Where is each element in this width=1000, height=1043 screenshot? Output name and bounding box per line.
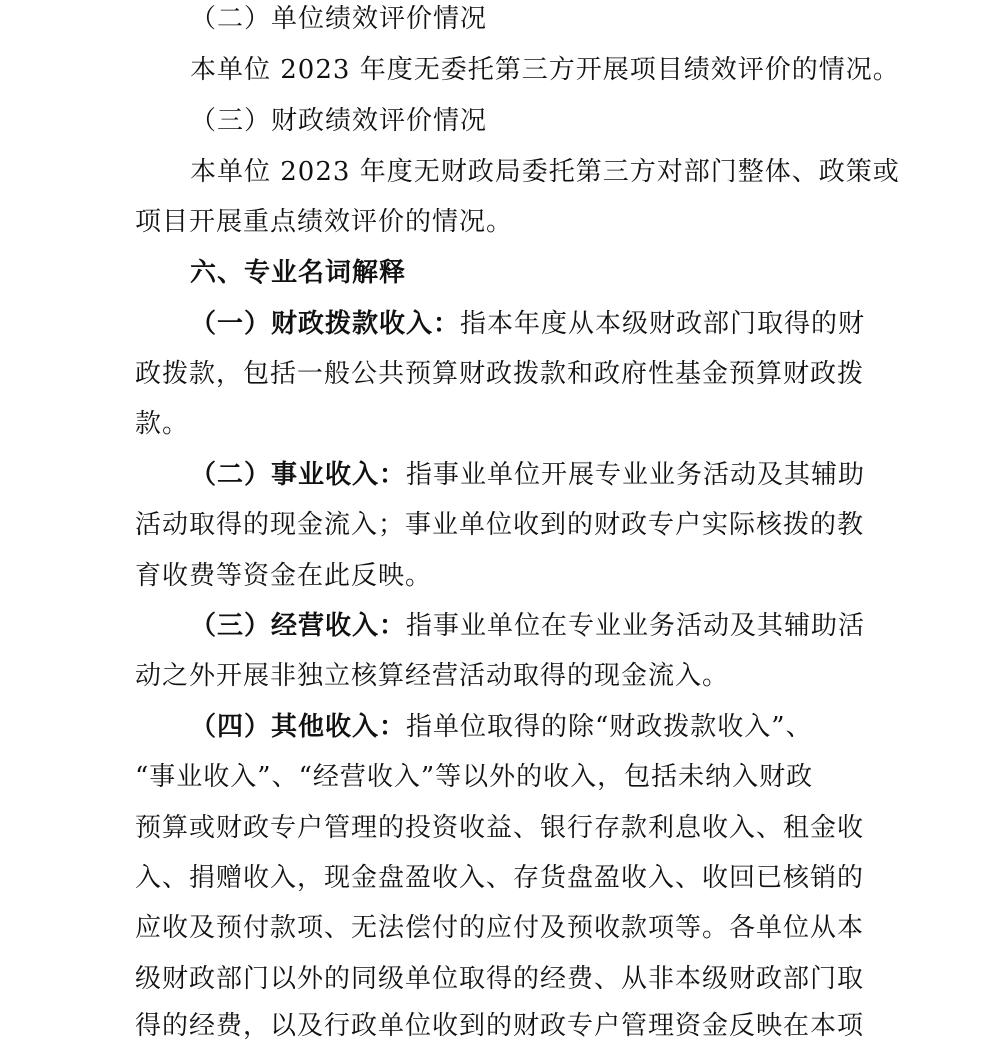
- definition-text: 级财政部门以外的同级单位取得的经费、从非本级财政部门取: [135, 964, 865, 994]
- definition-text: 入、捐赠收入，现金盘盈收入、存货盘盈收入、收回已核销的: [135, 863, 865, 893]
- section-heading-performance-unit: [190, 2, 875, 36]
- definition-fiscal-appropriation-line-1: [190, 307, 875, 341]
- heading-text: （三）财政绩效评价情况: [190, 106, 488, 136]
- heading-text: （二）单位绩效评价情况: [190, 4, 488, 34]
- definition-other-income-line-3: [135, 811, 875, 845]
- definition-business-income-line-2: [135, 508, 875, 542]
- definition-term: （二）事业收入：: [190, 460, 407, 490]
- paragraph-performance-unit: [190, 53, 900, 87]
- paragraph-text: 项目开展重点绩效评价的情况。: [135, 207, 514, 237]
- definition-business-income-line-1: [190, 458, 875, 492]
- definition-text: 指事业单位开展专业业务活动及其辅助: [406, 460, 866, 490]
- definition-fiscal-appropriation-line-2: [135, 357, 875, 391]
- definition-other-income-line-6: [135, 962, 875, 996]
- definition-text: 应收及预付款项、无法偿付的应付及预收款项等。各单位从本: [135, 913, 865, 943]
- definition-text: 指本年度从本级财政部门取得的财: [460, 309, 866, 339]
- definition-text: 得的经费，以及行政单位收到的财政专户管理资金反映在本项: [135, 1011, 865, 1041]
- definition-operating-income-line-1: [190, 609, 875, 643]
- paragraph-text: 本单位 2023 年度无财政局委托第三方对部门整体、政策或: [190, 157, 900, 187]
- definition-text: 政拨款，包括一般公共预算财政拨款和政府性基金预算财政拨: [135, 359, 865, 389]
- definition-term: （三）经营收入：: [190, 611, 407, 641]
- heading-text: 六、专业名词解释: [190, 258, 407, 288]
- paragraph-text: 本单位 2023 年度无委托第三方开展项目绩效评价的情况。: [190, 55, 900, 85]
- definition-other-income-line-2: [135, 760, 875, 794]
- paragraph-performance-finance-line-2: [135, 205, 875, 239]
- definition-term: （四）其他收入：: [190, 712, 407, 742]
- definition-text: 育收费等资金在此反映。: [135, 561, 433, 591]
- section-heading-performance-finance: [190, 104, 875, 138]
- definition-text: 款。: [135, 409, 190, 439]
- definition-term: （一）财政拨款收入：: [190, 309, 461, 339]
- definition-text: 指事业单位在专业业务活动及其辅助活: [406, 611, 866, 641]
- definition-other-income-line-4: [135, 861, 875, 895]
- definition-business-income-line-3: [135, 559, 875, 593]
- definition-fiscal-appropriation-line-3: [135, 407, 875, 441]
- section-heading-glossary: [190, 256, 875, 290]
- definition-text: 活动取得的现金流入；事业单位收到的财政专户实际核拨的教: [135, 510, 865, 540]
- definition-other-income-line-7: [135, 1009, 875, 1043]
- definition-operating-income-line-2: [135, 659, 875, 693]
- definition-text: 预算或财政专户管理的投资收益、银行存款利息收入、租金收: [135, 813, 865, 843]
- definition-text: 动之外开展非独立核算经营活动取得的现金流入。: [135, 661, 730, 691]
- definition-text: “事业收入”、“经营收入”等以外的收入，包括未纳入财政: [135, 762, 814, 792]
- definition-text: 指单位取得的除“财政拨款收入”、: [406, 712, 813, 742]
- definition-other-income-line-1: [190, 710, 875, 744]
- definition-other-income-line-5: [135, 911, 875, 945]
- paragraph-performance-finance-line-1: [190, 155, 900, 189]
